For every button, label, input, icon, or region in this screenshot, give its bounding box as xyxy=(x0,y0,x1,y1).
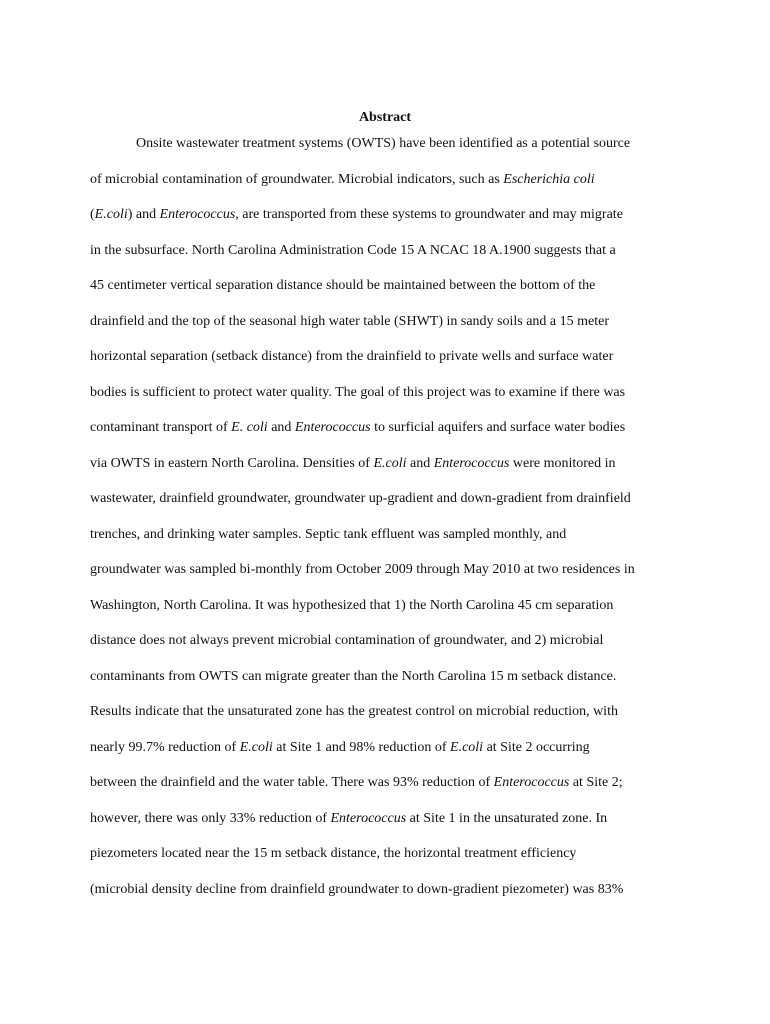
text-run: at Site 1 in the unsaturated zone. In xyxy=(406,811,608,826)
abstract-line xyxy=(90,774,623,792)
abstract-line xyxy=(90,597,613,615)
text-run: however, there was only 33% reduction of xyxy=(90,811,331,826)
text-run: nearly 99.7% reduction of xyxy=(90,740,240,755)
text-run: bodies is sufficient to protect water quality. The goal of this project was to examine if there was xyxy=(90,385,626,400)
text-run: in the subsurface. North Carolina Administration Code 15 A NCAC 18 A.1900 suggests that a xyxy=(90,243,616,258)
text-run: , are transported from these systems to groundwater and may migrate xyxy=(235,207,623,222)
text-run: contaminant transport of xyxy=(90,420,232,435)
abstract-line xyxy=(90,171,595,189)
text-run: Washington, North Carolina. It was hypothesized that 1) the North Carolina 45 cm separation xyxy=(90,598,614,613)
italic-term: E.coli xyxy=(94,207,128,222)
text-run: trenches, and drinking water samples. Septic tank effluent was sampled monthly, and xyxy=(90,527,567,542)
text-run: wastewater, drainfield groundwater, groundwater up-gradient and down-gradient from drainfield xyxy=(90,491,631,506)
text-run: 45 centimeter vertical separation distance should be maintained between the bottom of the xyxy=(90,278,596,293)
text-run: Onsite wastewater treatment systems (OWTS) have been identified as a potential source xyxy=(136,136,631,151)
abstract-line xyxy=(90,810,607,828)
text-run: Results indicate that the unsaturated zone has the greatest control on microbial reduction, with xyxy=(90,704,618,719)
text-run: piezometers located near the 15 m setback distance, the horizontal treatment efficiency xyxy=(90,846,577,861)
abstract-line xyxy=(90,668,616,686)
abstract-line xyxy=(90,703,618,721)
italic-term: E.coli xyxy=(373,456,407,471)
abstract-line xyxy=(90,845,576,863)
abstract-line xyxy=(90,455,616,473)
italic-term: E.coli xyxy=(239,740,273,755)
abstract-line xyxy=(90,739,590,757)
abstract-line xyxy=(90,313,609,331)
text-run: at Site 1 and 98% reduction of xyxy=(272,740,451,755)
abstract-line xyxy=(90,881,623,899)
abstract-heading: Abstract xyxy=(358,110,412,125)
italic-term: Enterococcus xyxy=(433,456,510,471)
abstract-line xyxy=(90,526,566,544)
italic-term: E. coli xyxy=(231,420,268,435)
abstract-line xyxy=(90,419,625,437)
text-run: drainfield and the top of the seasonal high water table (SHWT) in sandy soils and a 15 meter xyxy=(90,314,610,329)
abstract-line xyxy=(90,348,613,366)
italic-term: Escherichia coli xyxy=(503,172,595,187)
italic-term: E.coli xyxy=(450,740,484,755)
text-run: to surficial aquifers and surface water bodies xyxy=(370,420,626,435)
abstract-line xyxy=(90,561,635,579)
abstract-line xyxy=(90,490,631,508)
abstract-line xyxy=(90,632,603,650)
italic-term: Enterococcus xyxy=(493,775,570,790)
text-run: and xyxy=(406,456,434,471)
text-run: at Site 2; xyxy=(569,775,623,790)
abstract-line xyxy=(90,206,623,224)
italic-term: Enterococcus xyxy=(294,420,371,435)
text-run: were monitored in xyxy=(509,456,616,471)
abstract-line xyxy=(90,242,616,260)
text-run: distance does not always prevent microbial contamination of groundwater, and 2) microbial xyxy=(90,633,604,648)
text-run: of microbial contamination of groundwater. Microbial indicators, such as xyxy=(90,172,504,187)
text-run: groundwater was sampled bi-monthly from October 2009 through May 2010 at two residences in xyxy=(90,562,635,577)
text-run: horizontal separation (setback distance) from the drainfield to private wells and surface water xyxy=(90,349,614,364)
text-run: via OWTS in eastern North Carolina. Densities of xyxy=(90,456,374,471)
text-run: and xyxy=(267,420,295,435)
abstract-line xyxy=(90,277,595,295)
italic-term: Enterococcus xyxy=(330,811,407,826)
text-run: (microbial density decline from drainfield groundwater to down-gradient piezometer) was 83% xyxy=(90,882,624,897)
text-run: contaminants from OWTS can migrate greater than the North Carolina 15 m setback distance. xyxy=(90,669,617,684)
abstract-line xyxy=(90,384,625,402)
text-run: at Site 2 occurring xyxy=(483,740,590,755)
text-run: ( xyxy=(90,207,95,222)
text-run: ) and xyxy=(127,207,160,222)
italic-term: Enterococcus xyxy=(159,207,236,222)
abstract-line xyxy=(136,135,630,153)
text-run: between the drainfield and the water table. There was 93% reduction of xyxy=(90,775,494,790)
